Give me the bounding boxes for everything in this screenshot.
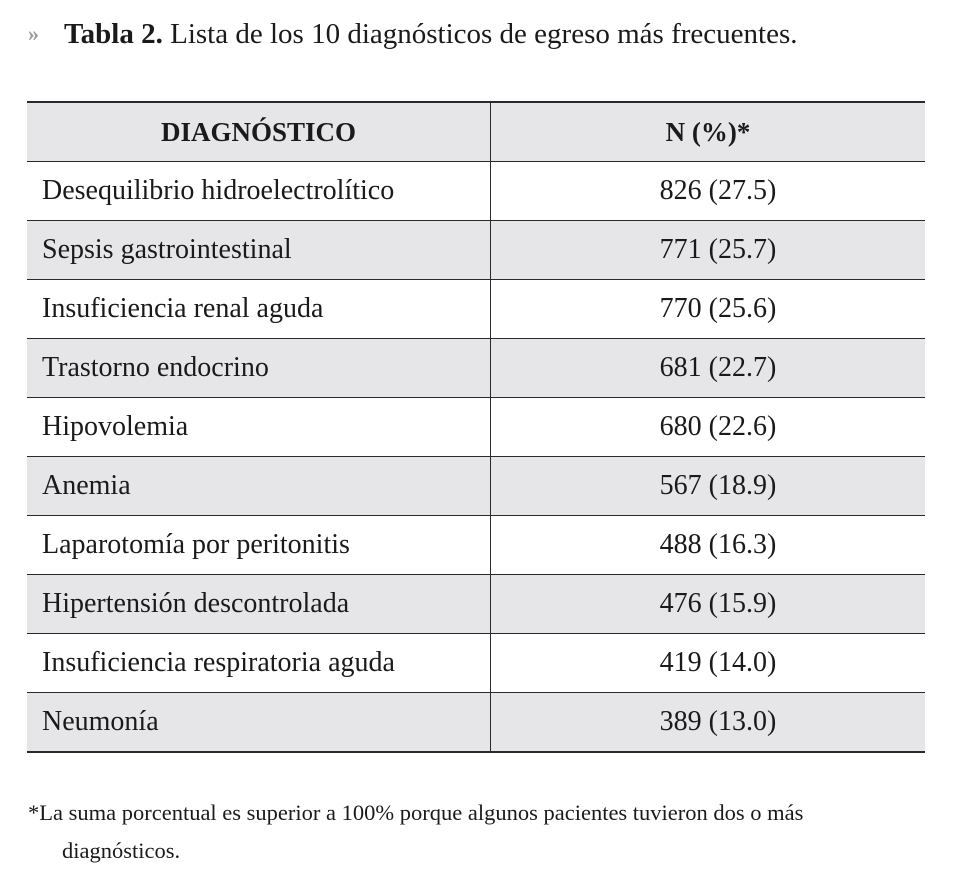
value-cell: 567 (18.9) — [491, 457, 926, 516]
value-cell: 770 (25.6) — [491, 280, 926, 339]
value-cell: 419 (14.0) — [491, 634, 926, 693]
value-cell: 771 (25.7) — [491, 221, 926, 280]
table-footnote — [28, 794, 933, 870]
table-row — [27, 398, 925, 457]
table-row — [27, 516, 925, 575]
value-cell: 389 (13.0) — [491, 693, 926, 753]
value-cell: 488 (16.3) — [491, 516, 926, 575]
table-header-row — [27, 102, 925, 162]
caption-text: Lista de los 10 diagnósticos de egreso más frecuentes. — [170, 18, 798, 50]
value-cell: 826 (27.5) — [491, 162, 926, 221]
diagnosis-cell: Desequilibrio hidroelectrolítico — [27, 162, 491, 221]
table-row — [27, 634, 925, 693]
footnote-line-1: *La suma porcentual es superior a 100% porque algunos pacientes tuvieron dos o más — [28, 800, 804, 825]
value-cell: 681 (22.7) — [491, 339, 926, 398]
diagnosis-cell: Anemia — [27, 457, 491, 516]
diagnosis-table — [27, 101, 925, 753]
table-row — [27, 221, 925, 280]
diagnosis-cell: Sepsis gastrointestinal — [27, 221, 491, 280]
value-cell: 680 (22.6) — [491, 398, 926, 457]
diagnosis-cell: Insuficiencia renal aguda — [27, 280, 491, 339]
table-caption — [28, 14, 797, 54]
count-column-header: N (%)* — [491, 102, 926, 162]
table-row — [27, 280, 925, 339]
diagnosis-cell: Hipovolemia — [27, 398, 491, 457]
table-row — [27, 693, 925, 753]
table-row — [27, 162, 925, 221]
caption-marker-icon: » — [28, 21, 39, 46]
diagnosis-cell: Laparotomía por peritonitis — [27, 516, 491, 575]
diagnosis-cell: Neumonía — [27, 693, 491, 753]
diagnosis-cell: Hipertensión descontrolada — [27, 575, 491, 634]
table-body — [27, 162, 925, 753]
table-row — [27, 339, 925, 398]
table-row — [27, 575, 925, 634]
diagnosis-cell: Insuficiencia respiratoria aguda — [27, 634, 491, 693]
diagnosis-cell: Trastorno endocrino — [27, 339, 491, 398]
caption-label: Tabla 2. — [64, 18, 163, 50]
diagnosis-column-header: DIAGNÓSTICO — [27, 102, 491, 162]
table-row — [27, 457, 925, 516]
footnote-line-2: diagnósticos. — [62, 838, 181, 863]
value-cell: 476 (15.9) — [491, 575, 926, 634]
